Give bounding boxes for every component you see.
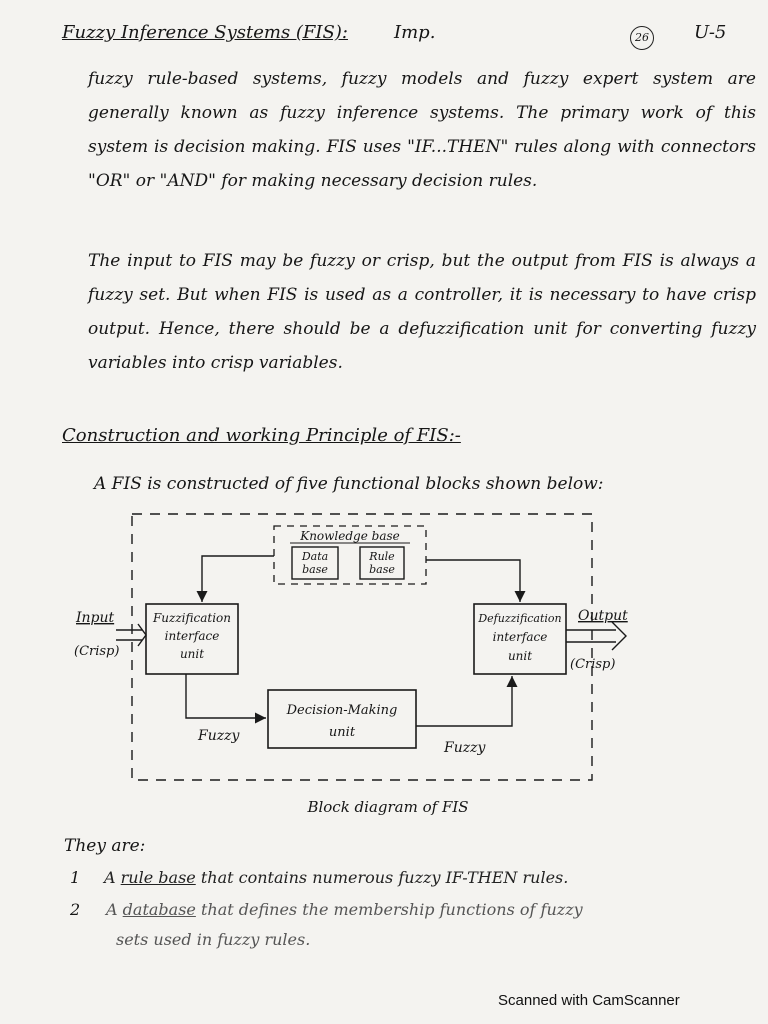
important-mark: Imp. — [394, 22, 436, 43]
page-number: 26 — [630, 26, 654, 50]
fuzzification-label-3: unit — [179, 647, 205, 661]
defuzzification-label-1: Defuzzification — [478, 612, 562, 625]
list-item-2-term: database — [122, 900, 196, 919]
output-arrow — [566, 622, 626, 650]
unit-label: U-5 — [694, 22, 727, 43]
knowledge-base-label: Knowledge base — [300, 529, 400, 543]
input-arrow — [116, 624, 146, 646]
list-item-2-continuation: sets used in fuzzy rules. — [116, 930, 311, 949]
list-item-1-text: that contains numerous fuzzy IF-THEN rules. — [200, 868, 569, 887]
list-item-1-term: rule base — [120, 868, 196, 887]
decision-making-label-2: unit — [328, 725, 356, 740]
data-base-label-2: base — [302, 563, 328, 576]
section-heading: Construction and working Principle of FIS:- — [62, 425, 461, 446]
list-item-1-prefix: A — [104, 868, 116, 887]
list-item-1 — [104, 868, 568, 887]
paragraph-2: The input to FIS may be fuzzy or crisp, but the output from FIS is always a fuzzy set. But when FIS is used as a controller, it is necessary to have crisp output. Hence, there should be a defuzzification unit for converting fuzzy variables into crisp variables. — [88, 251, 756, 373]
input-crisp-label: (Crisp) — [74, 644, 120, 659]
list-heading: They are: — [64, 836, 146, 856]
arrow-kb-to-defuzzification — [426, 560, 520, 602]
list-item-2-prefix: A — [106, 900, 118, 919]
list-item-2-number: 2 — [70, 900, 81, 919]
arrow-decision-to-defuzzification — [416, 676, 512, 726]
input-label: Input — [76, 610, 115, 626]
rule-base-label-2: base — [369, 563, 395, 576]
intro-line: A FIS is constructed of five functional blocks shown below: — [94, 474, 604, 494]
fis-block-diagram — [0, 500, 768, 840]
arrow-fuzzification-to-decision — [186, 674, 266, 718]
decision-making-label-1: Decision-Making — [286, 703, 398, 718]
data-base-label-1: Data — [301, 550, 329, 563]
fuzzy-label-right: Fuzzy — [444, 740, 486, 756]
diagram-caption: Block diagram of FIS — [307, 798, 469, 816]
camscanner-footer: Scanned with CamScanner — [498, 992, 680, 1009]
list-item-2-text: that defines the membership functions of fuzzy — [200, 900, 583, 919]
rule-base-label-1: Rule — [369, 550, 395, 563]
defuzzification-label-3: unit — [507, 649, 533, 663]
arrow-kb-to-fuzzification — [202, 556, 274, 602]
paragraph-1: fuzzy rule-based systems, fuzzy models and fuzzy expert system are generally known as fuzzy inference systems. The primary work of this system is decision making. FIS uses "IF...THEN" rules along with connectors "OR" or "AND" for making necessary decision rules. — [88, 69, 756, 191]
page-title: Fuzzy Inference Systems (FIS): — [62, 22, 348, 43]
list-item-2 — [106, 900, 583, 919]
output-label: Output — [578, 608, 628, 624]
defuzzification-label-2: interface — [492, 630, 548, 644]
fuzzy-label-left: Fuzzy — [198, 728, 240, 744]
list-item-1-number: 1 — [70, 868, 81, 887]
output-crisp-label: (Crisp) — [570, 657, 616, 672]
fuzzification-label-2: interface — [164, 629, 220, 643]
fuzzification-label-1: Fuzzification — [152, 611, 232, 625]
